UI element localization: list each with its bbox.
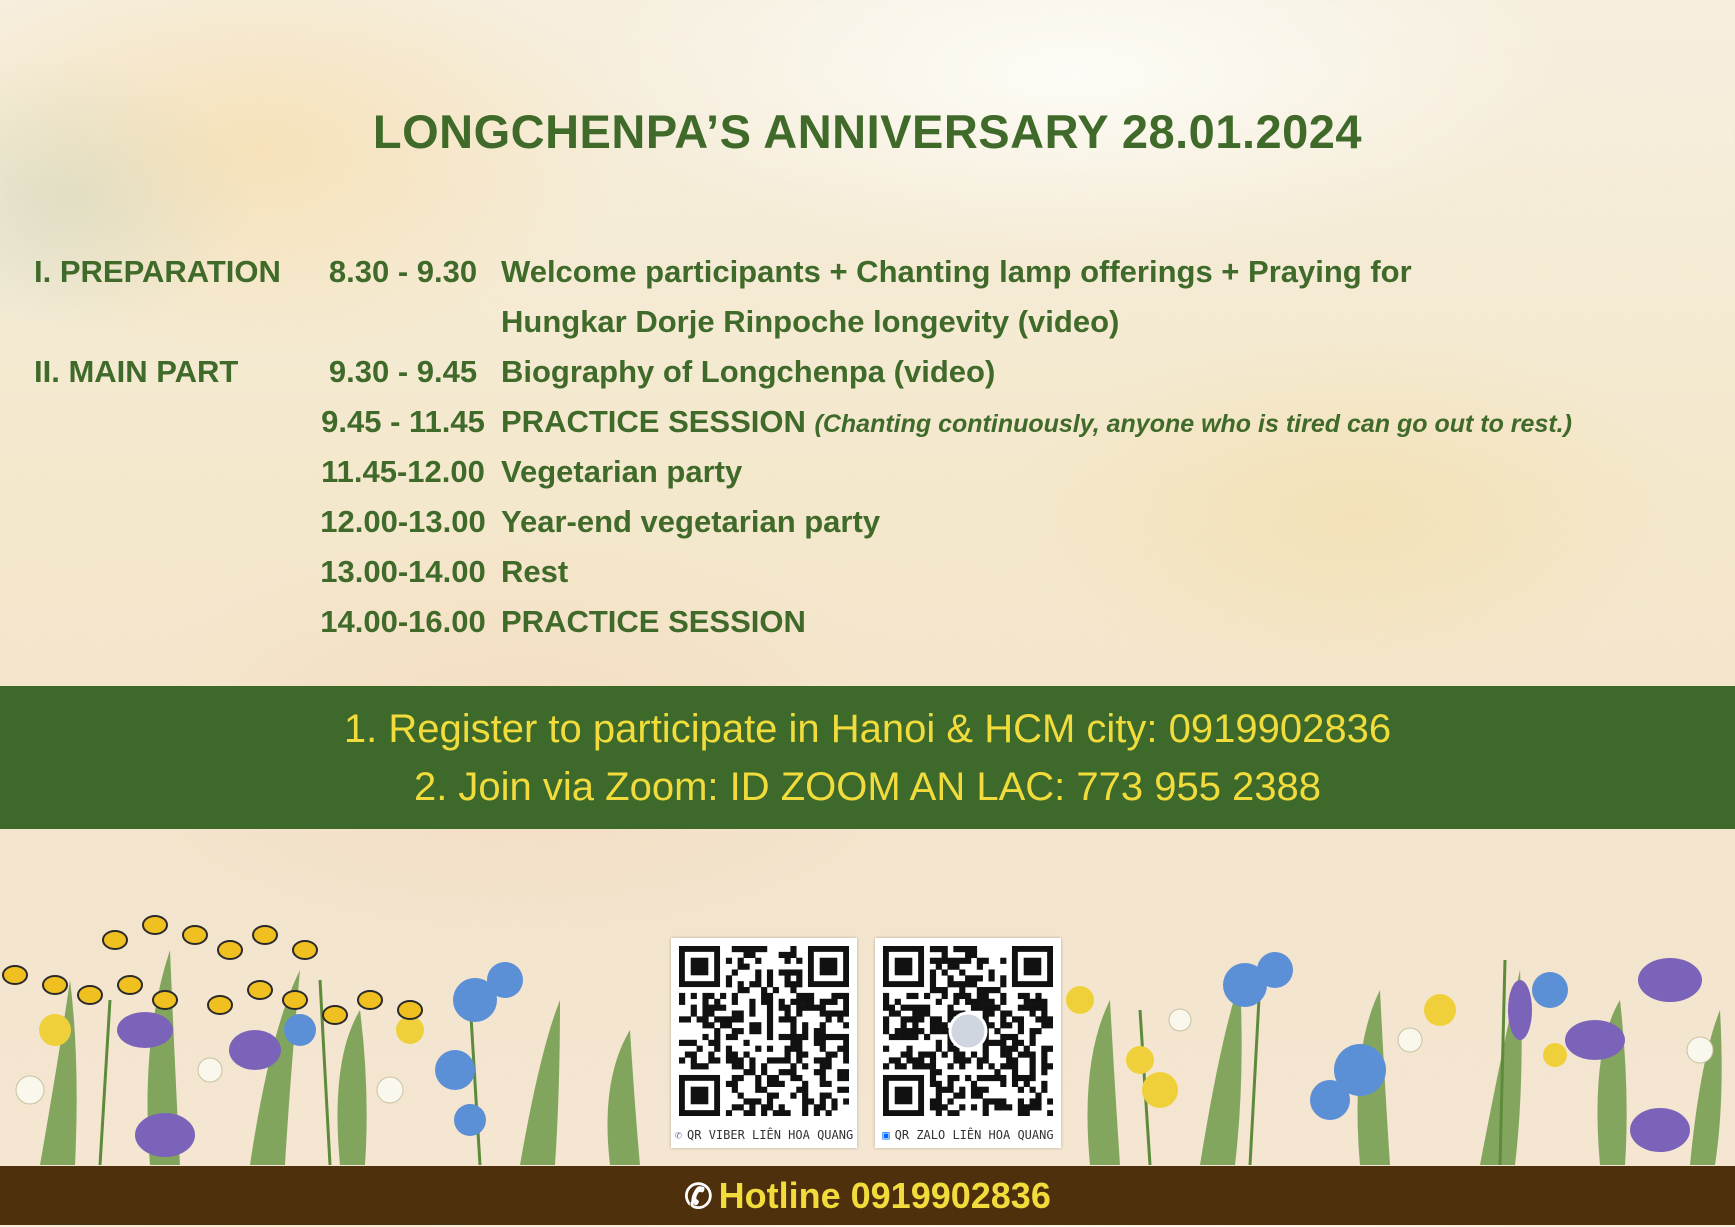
activity: Year-end vegetarian party [501, 504, 881, 539]
qr-caption [875, 1128, 1061, 1142]
register-info: 1. Register to participate in Hanoi & HCM city: 0919902836 [343, 707, 1392, 751]
qr-caption [671, 1128, 857, 1142]
time-range: 13.00-14.00 [320, 554, 486, 589]
zalo-caption: QR ZALO LIÊN HOA QUANG [894, 1128, 1054, 1142]
registration-banner [0, 686, 1735, 829]
hotline-label[interactable]: Hotline 0919902836 [718, 1175, 1051, 1216]
phone-icon: ✆ [684, 1178, 713, 1216]
time-range: 9.45 - 11.45 [321, 404, 485, 439]
flower-garden-illustration [0, 890, 1735, 1165]
hotline-bar [0, 1166, 1735, 1225]
page-title: LONGCHENPA’S ANNIVERSARY 28.01.2024 [372, 105, 1363, 158]
viber-qr-code [679, 946, 849, 1116]
activity: Welcome participants + Chanting lamp offerings + Praying for [501, 254, 1412, 289]
activity: PRACTICE SESSION [501, 604, 806, 639]
activity-title: PRACTICE SESSION [501, 404, 806, 439]
viber-icon: ✆ [674, 1128, 683, 1142]
time-range: 12.00-13.00 [320, 504, 486, 539]
section-label: II. MAIN PART [34, 354, 239, 389]
time-range: 11.45-12.00 [321, 454, 485, 489]
zalo-icon: ▣ [882, 1128, 890, 1142]
activity: Biography of Longchenpa (video) [501, 354, 996, 389]
time-range: 9.30 - 9.45 [328, 354, 478, 389]
viber-caption: QR VIBER LIÊN HOA QUANG [687, 1128, 854, 1142]
activity-note: (Chanting continuously, anyone who is tired can go out to rest.) [814, 410, 1572, 438]
zoom-info: 2. Join via Zoom: ID ZOOM AN LAC: 773 955 2388 [413, 765, 1322, 809]
section-label: I. PREPARATION [34, 254, 281, 289]
activity: Vegetarian party [501, 454, 743, 489]
activity [501, 404, 1572, 440]
viber-qr-card[interactable] [671, 938, 857, 1148]
activity: Hungkar Dorje Rinpoche longevity (video) [501, 304, 1120, 339]
time-range: 14.00-16.00 [320, 604, 486, 639]
activity: Rest [501, 554, 569, 589]
zalo-qr-code [883, 946, 1053, 1116]
time-range: 8.30 - 9.30 [328, 254, 478, 289]
zalo-qr-card[interactable] [875, 938, 1061, 1148]
